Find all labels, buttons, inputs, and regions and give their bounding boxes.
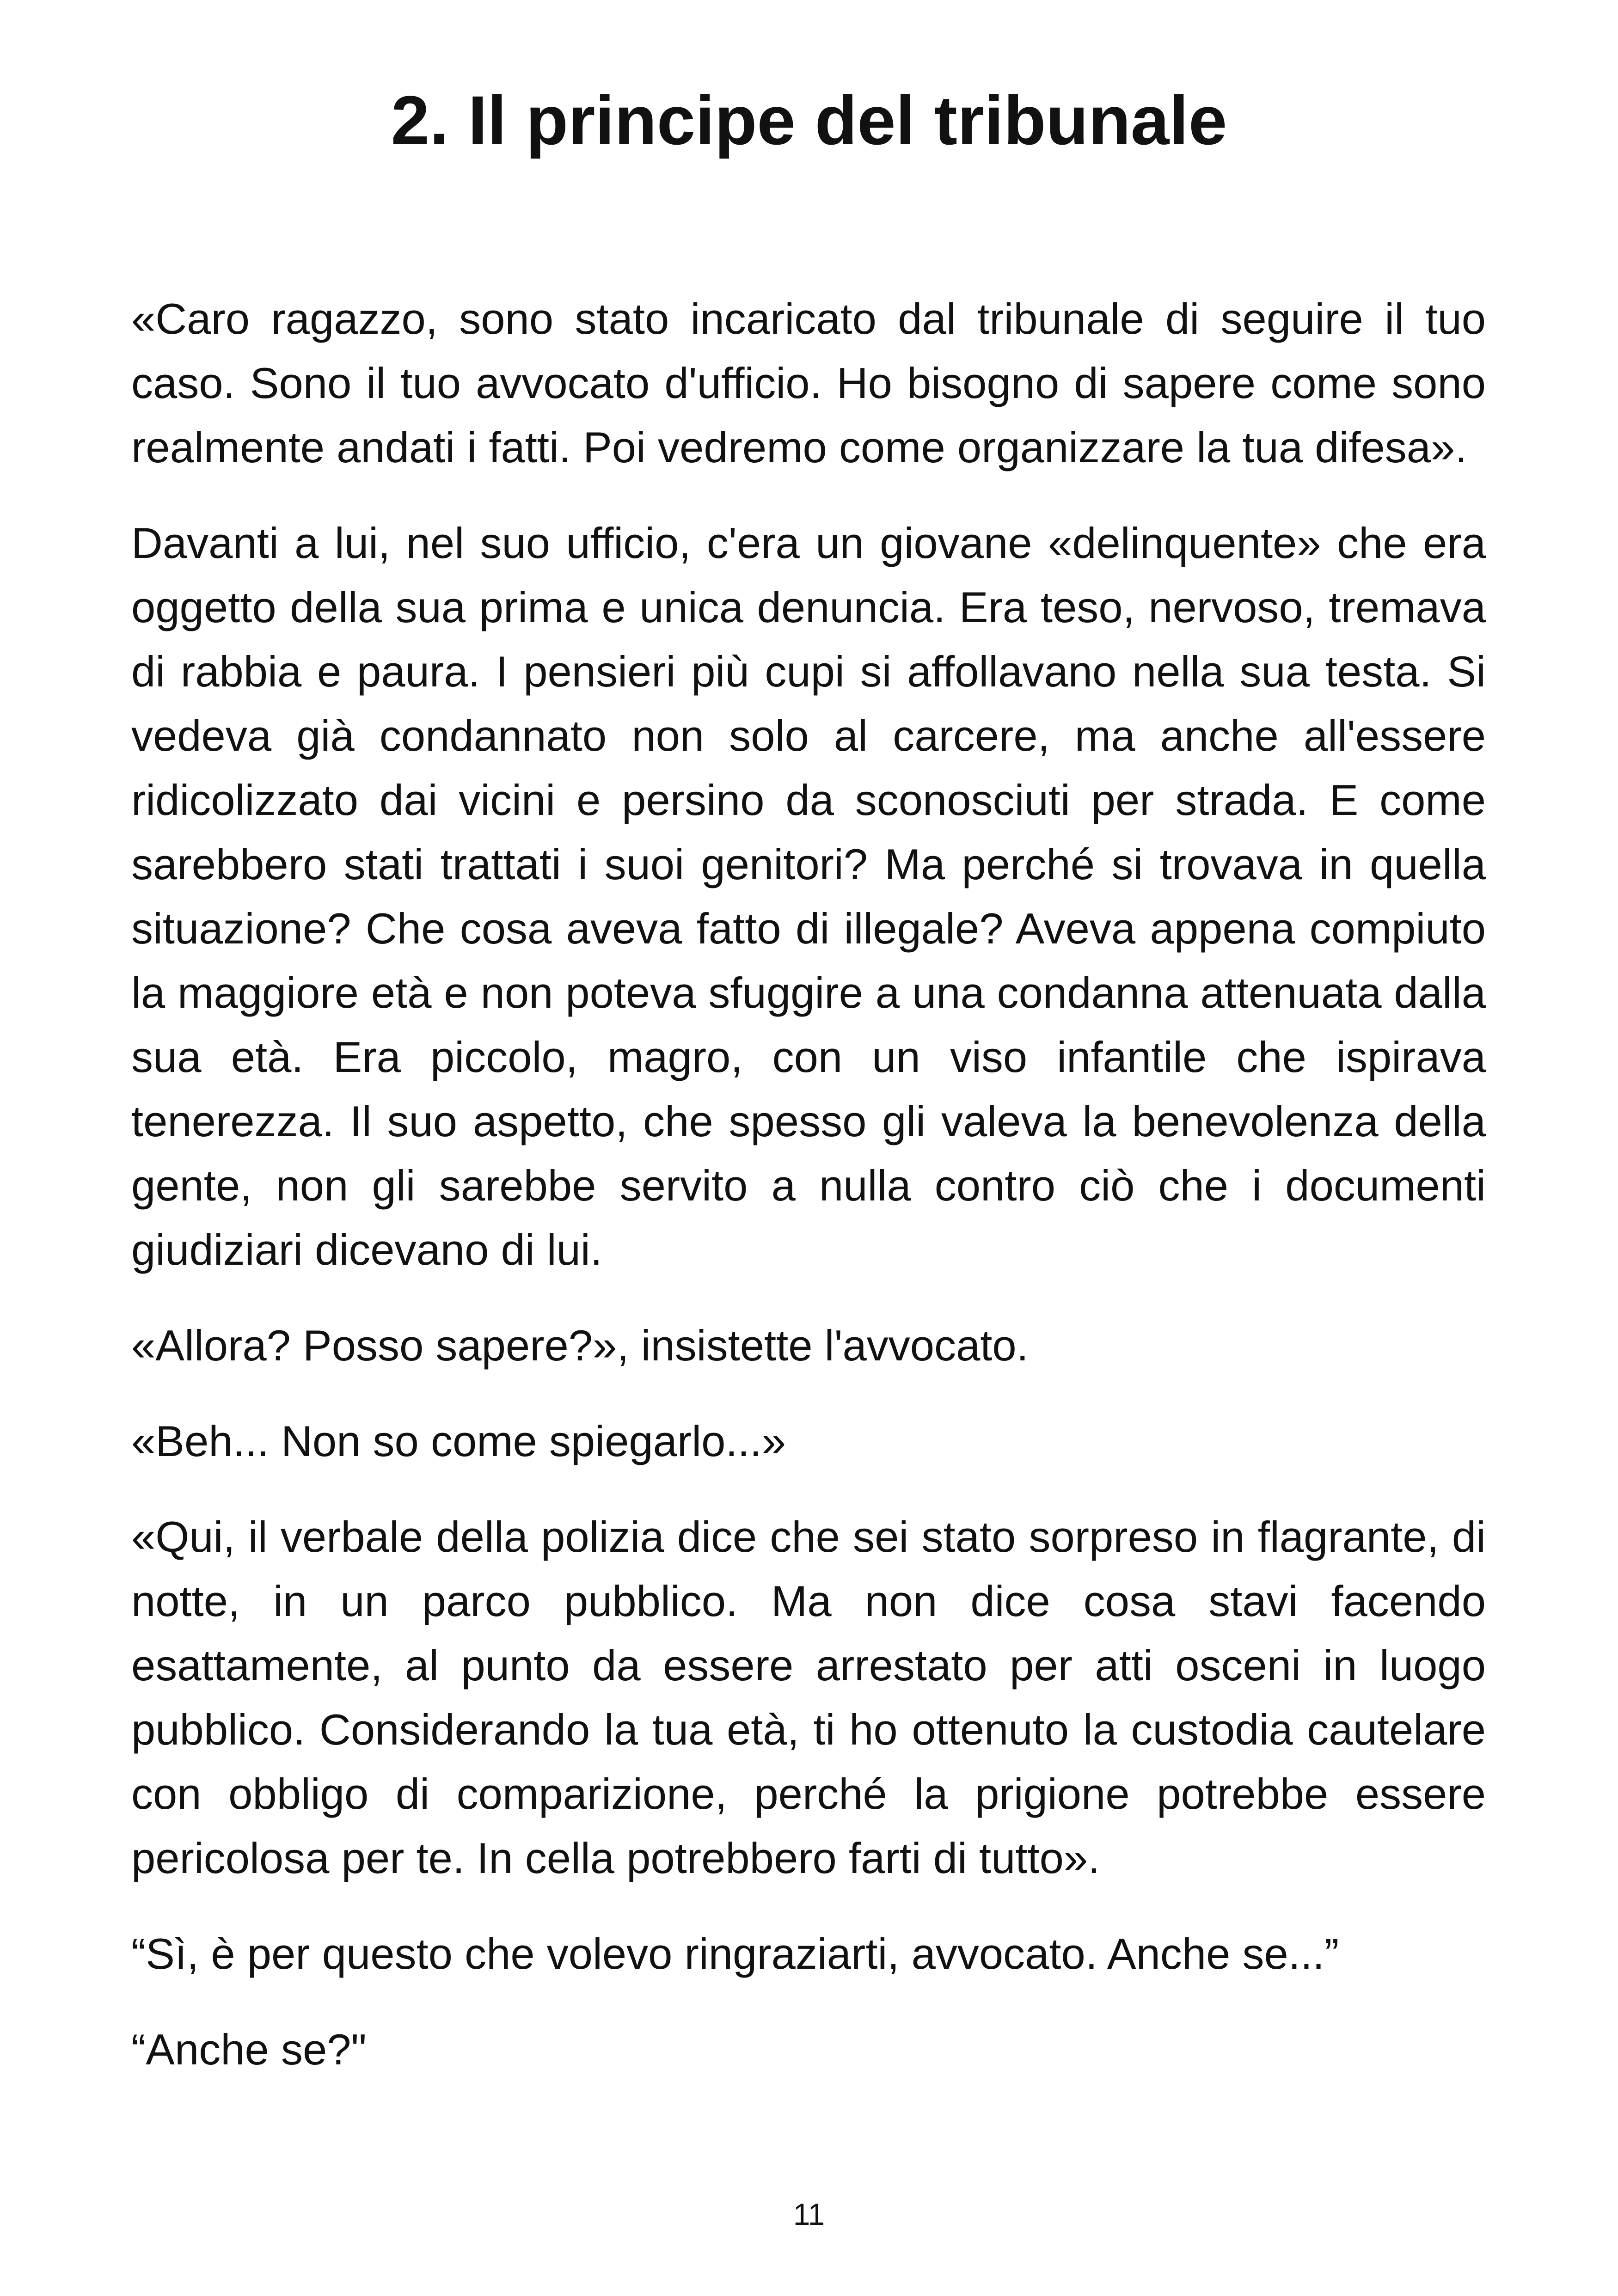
paragraph-police-report: «Qui, il verbale della polizia dice che sei stato sorpreso in flagrante, di notte, in un parco pubblico. Ma non dice cosa stavi facendo esattamente, al punto da essere arrestato per atti osceni in luogo pubblico. Considerando la tua età, ti ho ottenuto la custodia cautelare con obbligo di comparizione, perché la prigione potrebbe essere pericolosa per te. In cella potrebbero farti di tutto». [131,1512,1486,1882]
paragraph-boy-hesitates: «Beh... Non so come spiegarlo...» [131,1417,786,1465]
chapter-title: 2. Il principe del tribunale [391,81,1227,159]
paragraph-description: Davanti a lui, nel suo ufficio, c'era un giovane «delinquente» che era oggetto della sua prima e unica denuncia. Era teso, nervoso, tremava di rabbia e paura. I pensieri più cupi si affollavano nella sua testa. Si vedeva già condannato non solo al carcere, ma anche all'essere ridicolizzato dai vicini e persino da sconosciuti per strada. E come sarebbero stati trattati i suoi genitori? Ma perché si trovava in quella situazione? Che cosa aveva fatto di illegale? Aveva appena compiuto la maggiore età e non poteva sfuggire a una condanna attenuata dalla sua età. Era piccolo, magro, con un viso infantile che ispirava tenerezza. Il suo aspetto, che spesso gli valeva la benevolenza della gente, non gli sarebbe servito a nulla contro ciò che i documenti giudiziari dicevano di lui. [131,519,1486,1274]
chapter-body [131,287,1486,2113]
paragraph-lawyer-question: “Anche se?" [131,2025,367,2074]
paragraph-lawyer-insists: «Allora? Posso sapere?», insistette l'avvocato. [131,1321,1029,1370]
paragraph-lawyer-intro: «Caro ragazzo, sono stato incaricato dal tribunale di seguire il tuo caso. Sono il tuo avvocato d'ufficio. Ho bisogno di sapere come sono realmente andati i fatti. Poi vedremo come organizzare la tua difesa». [131,294,1486,471]
page-number: 11 [793,2197,825,2231]
paragraph-boy-thanks: “Sì, è per questo che volevo ringraziarti, avvocato. Anche se...” [131,1929,1339,1978]
